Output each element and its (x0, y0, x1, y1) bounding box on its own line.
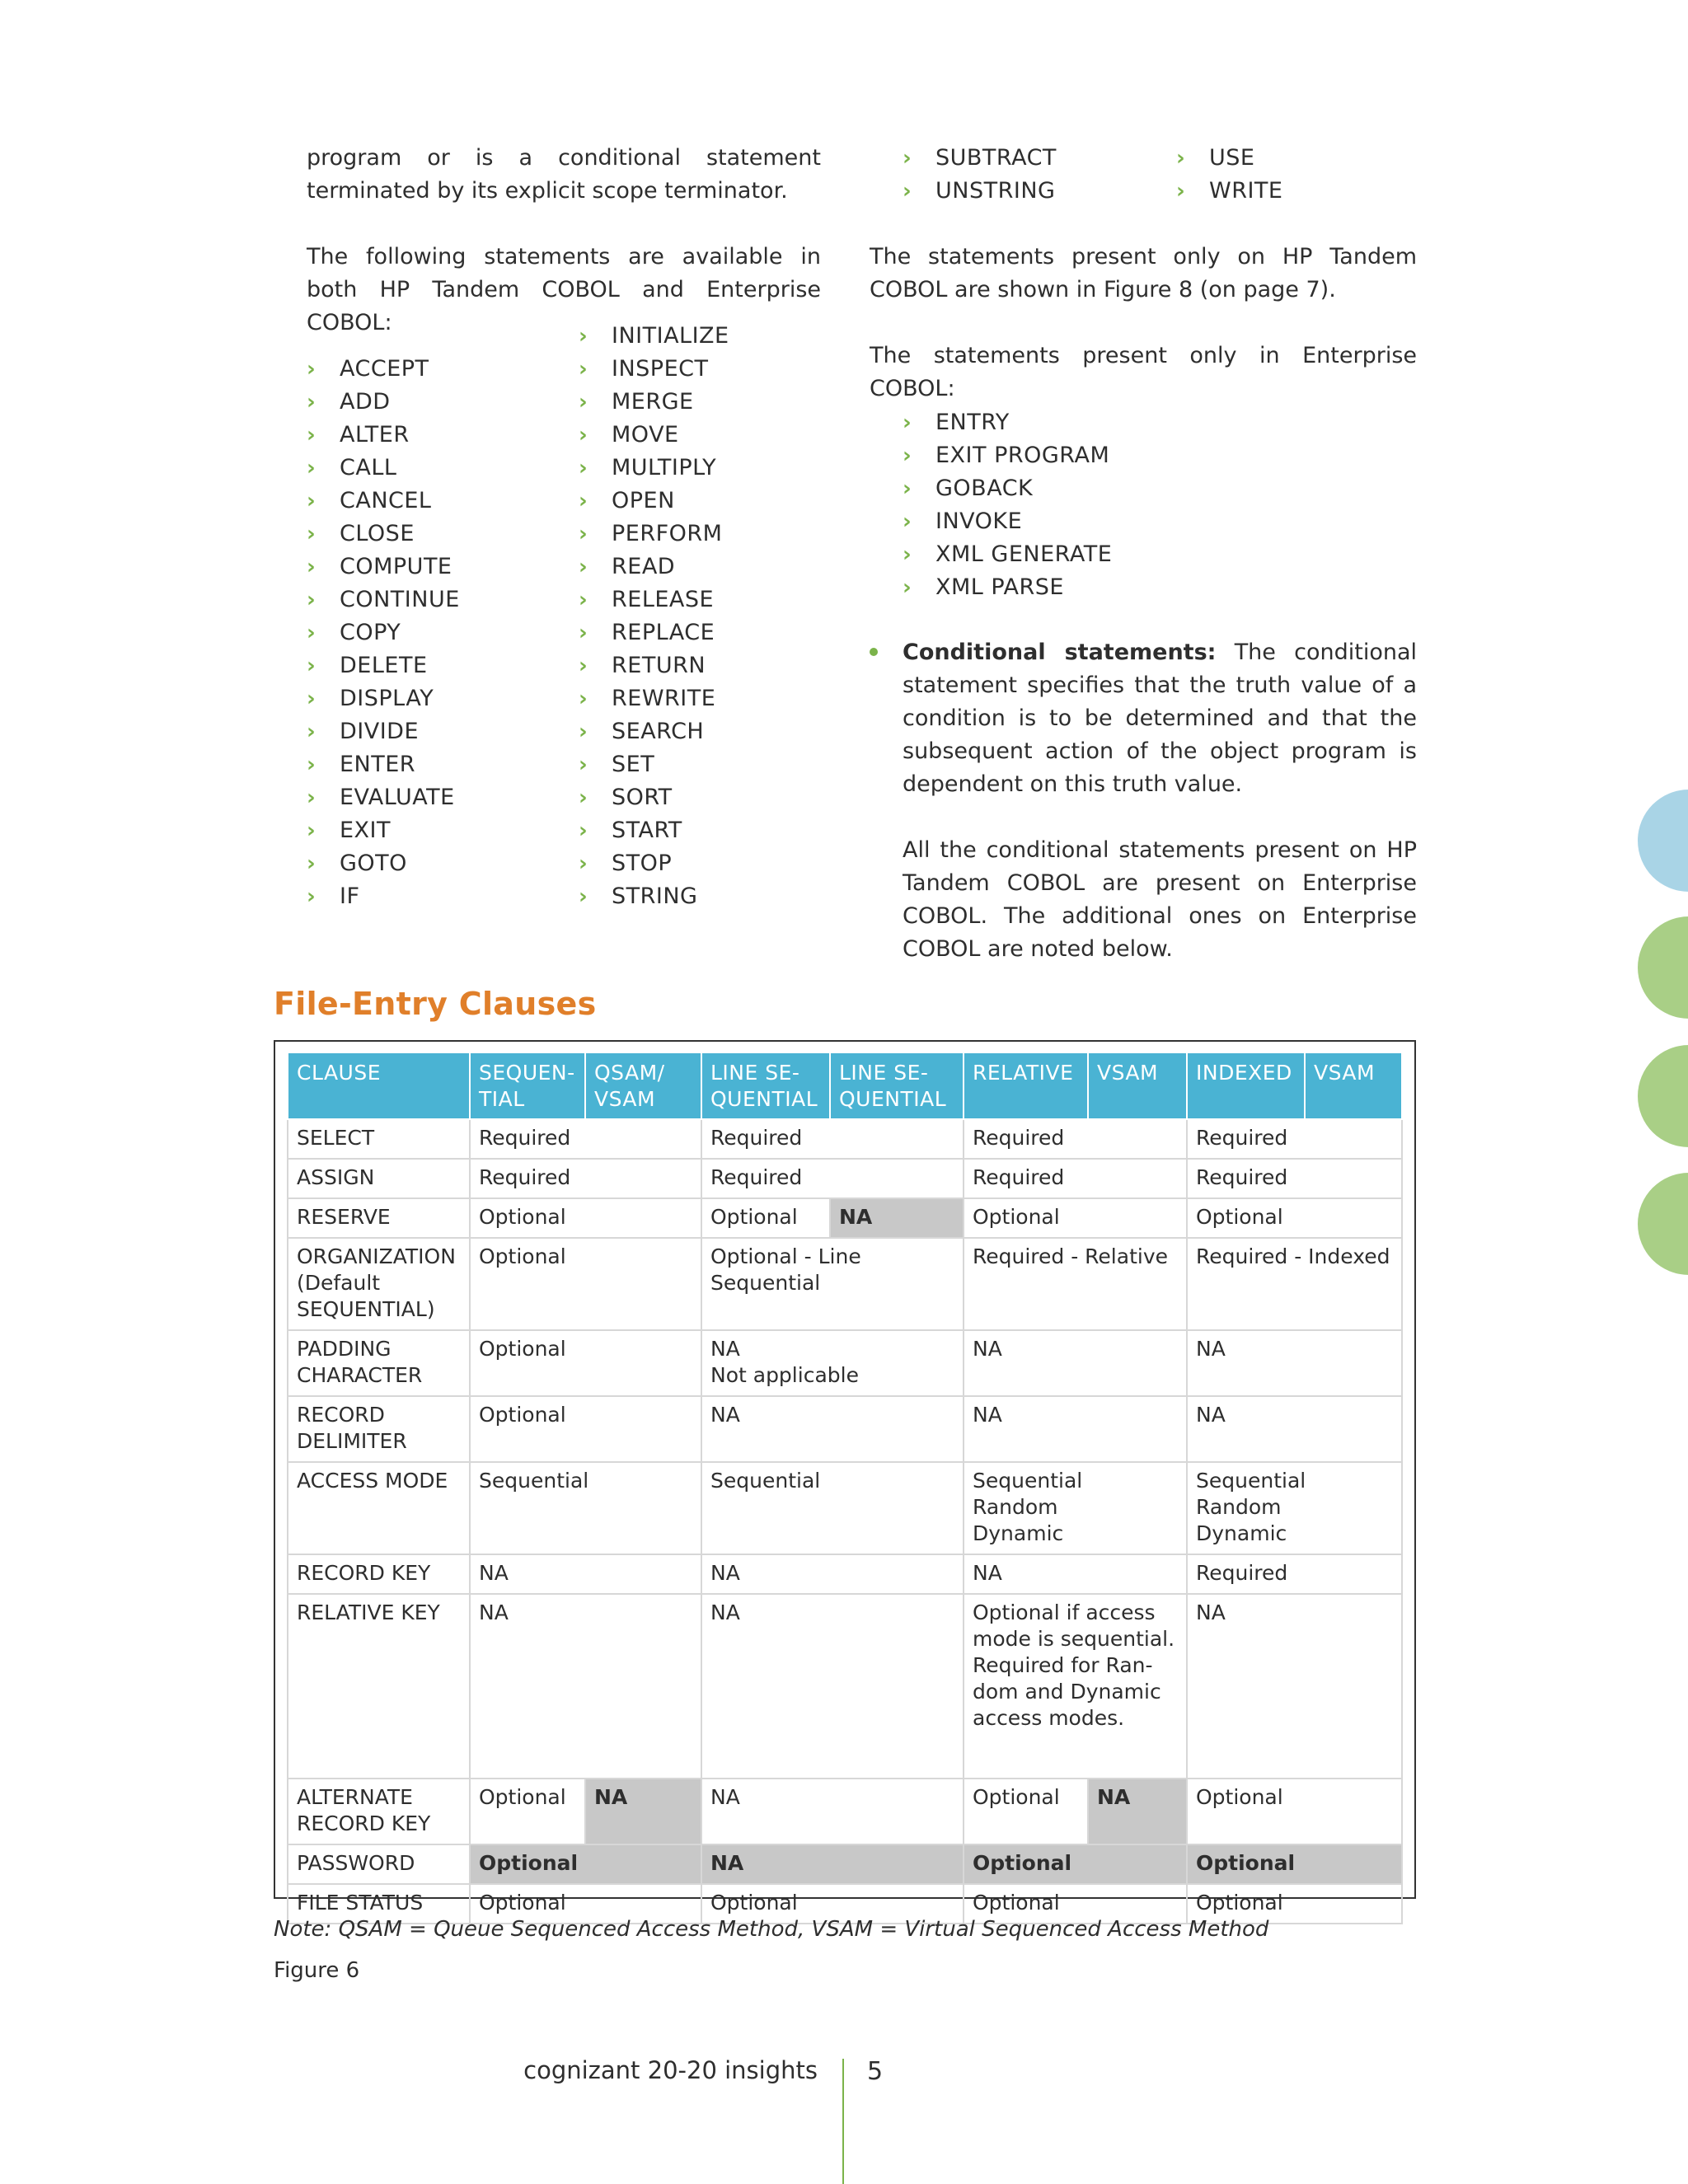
cell-line-sequential: Optional (701, 1884, 964, 1924)
table-row-access-mode (288, 1462, 1402, 1554)
chevron-right-icon: › (579, 357, 588, 382)
cell-clause: RESERVE (288, 1198, 470, 1238)
chevron-right-icon: › (579, 884, 588, 909)
list-item (579, 518, 729, 551)
header-qsam-vsam: QSAM/ VSAM (585, 1053, 701, 1119)
chevron-right-icon: › (579, 324, 588, 349)
list-item-label: ALTER (340, 422, 410, 448)
table-row-padding (288, 1330, 1402, 1396)
chevron-right-icon: › (307, 621, 316, 645)
footer-brand: cognizant 20-20 insights (523, 2056, 818, 2084)
list-item-label: SEARCH (612, 719, 705, 744)
list-item (579, 485, 729, 518)
cell-line-sequential: NA (701, 1844, 964, 1884)
bullet-dot (870, 648, 878, 656)
list-item (903, 571, 1112, 604)
list-item-label: UNSTRING (935, 178, 1056, 204)
cell-clause: RECORD DELIMITER (288, 1396, 470, 1462)
list-item-label: RELEASE (612, 587, 715, 612)
right-para-hp-only: The statements present only on HP Tandem COBOL are shown in Figure 8 (on page 7). (870, 244, 1417, 302)
cell-line-1: Sequential (1196, 1469, 1306, 1493)
chevron-right-icon: › (903, 146, 912, 171)
cell-sequential: Optional (470, 1396, 701, 1462)
table-note: Note: QSAM = Queue Sequenced Access Method, VSAM = Virtual Sequenced Access Method (274, 1917, 1269, 1942)
chevron-right-icon: › (307, 456, 316, 480)
list-item (579, 715, 729, 748)
chevron-right-icon: › (307, 357, 316, 382)
cell-clause: FILE STATUS (288, 1884, 470, 1924)
chevron-right-icon: › (579, 390, 588, 415)
list-item (307, 616, 460, 649)
table-row-password (288, 1844, 1402, 1884)
table-row-relative-key (288, 1594, 1402, 1779)
cell-clause: PASSWORD (288, 1844, 470, 1884)
chevron-right-icon: › (307, 588, 316, 612)
list-item (1176, 142, 1282, 175)
list-item-label: SORT (612, 785, 673, 810)
list-item-label: READ (612, 554, 676, 579)
cell-indexed: Optional (1187, 1198, 1402, 1238)
cell-relative: Optional if access mode is sequential. Required for Ran-dom and Dynamic access modes. (964, 1594, 1187, 1779)
cell-indexed: Optional (1187, 1844, 1402, 1884)
list-item-label: COPY (340, 620, 401, 645)
header-vsam-indexed: VSAM (1305, 1053, 1402, 1119)
cell-line-2: Random (1196, 1495, 1282, 1519)
chevron-right-icon: › (579, 752, 588, 777)
statement-list-a (307, 353, 460, 913)
chevron-right-icon: › (903, 410, 912, 435)
cell-sequential: Optional (470, 1238, 701, 1330)
cell-na: NA (830, 1198, 964, 1238)
header-vsam-relative: VSAM (1088, 1053, 1187, 1119)
bullet-body: The conditional statement specifies that the truth value of a condition is to be determined and that the subsequent action of the object program is dependent on this truth value. (903, 640, 1417, 797)
list-item (579, 551, 729, 583)
list-item (903, 472, 1112, 505)
list-item (307, 386, 460, 419)
cell-relative: Optional (964, 1779, 1088, 1844)
header-line-sequential-2: LINE SE-QUENTIAL (830, 1053, 964, 1119)
list-item (579, 748, 729, 781)
list-item (307, 518, 460, 551)
list-item (579, 814, 729, 847)
chevron-right-icon: › (579, 522, 588, 546)
list-item (579, 583, 729, 616)
list-item (579, 386, 729, 419)
list-item-label: SET (612, 752, 655, 777)
chevron-right-icon: › (579, 555, 588, 579)
chevron-right-icon: › (579, 654, 588, 678)
cell-line-sequential: Required (701, 1159, 964, 1198)
list-item-label: RETURN (612, 653, 706, 678)
list-item-label: EXIT (340, 818, 392, 843)
cell-relative: Required (964, 1159, 1187, 1198)
cell-line-2: Random (973, 1495, 1058, 1519)
table-row-select (288, 1119, 1402, 1159)
chevron-right-icon: › (1176, 179, 1186, 204)
cell-sequential: NA (470, 1594, 701, 1779)
list-item (579, 353, 729, 386)
chevron-right-icon: › (307, 522, 316, 546)
conditional-statements-bullet (870, 636, 1417, 966)
cell-indexed: Optional (1187, 1884, 1402, 1924)
chevron-right-icon: › (307, 489, 316, 513)
file-entry-clauses-table (287, 1053, 1403, 1924)
cell-indexed: NA (1187, 1396, 1402, 1462)
cell-clause: ORGANIZATION (Default SEQUENTIAL) (288, 1238, 470, 1330)
chevron-right-icon: › (579, 456, 588, 480)
chevron-right-icon: › (903, 575, 912, 600)
list-item-label: XML PARSE (935, 574, 1064, 600)
list-item-label: MERGE (612, 389, 694, 415)
table-row-assign (288, 1159, 1402, 1198)
list-item-label: STRING (612, 883, 698, 909)
list-item-label: USE (1209, 145, 1255, 171)
cell-sequential: Optional (470, 1884, 701, 1924)
list-item-label: CANCEL (340, 488, 432, 513)
list-item-label: INVOKE (935, 509, 1023, 534)
list-item (579, 880, 729, 913)
list-item (903, 406, 1112, 439)
list-item-label: MULTIPLY (612, 455, 717, 480)
cell-sequential: Required (470, 1119, 701, 1159)
list-item-label: GOTO (340, 851, 407, 876)
cell-line-1: Sequential (973, 1469, 1083, 1493)
chevron-right-icon: › (307, 719, 316, 744)
list-item (307, 814, 460, 847)
list-item (307, 485, 460, 518)
cell-relative: Optional (964, 1844, 1187, 1884)
cell-line-sequential: Required (701, 1119, 964, 1159)
list-item-label: CLOSE (340, 521, 415, 546)
list-item-label: XML GENERATE (935, 541, 1113, 567)
chevron-right-icon: › (307, 884, 316, 909)
list-item-label: PERFORM (612, 521, 723, 546)
chevron-right-icon: › (903, 179, 912, 204)
list-item-label: SUBTRACT (935, 145, 1057, 171)
chevron-right-icon: › (307, 818, 316, 843)
list-item (307, 847, 460, 880)
table-row-alternate-record-key (288, 1779, 1402, 1844)
cell-indexed: NA (1187, 1594, 1402, 1779)
table-header-row (288, 1053, 1402, 1119)
cell-clause: SELECT (288, 1119, 470, 1159)
cell-line-2: Not applicable (710, 1363, 859, 1387)
list-item-label: REWRITE (612, 686, 716, 711)
list-item-label: REPLACE (612, 620, 715, 645)
cell-line-3: Dynamic (973, 1521, 1064, 1545)
chevron-right-icon: › (307, 390, 316, 415)
list-item (307, 353, 460, 386)
list-item-label: ENTER (340, 752, 416, 777)
cell-line-sequential: NA (701, 1594, 964, 1779)
list-item (307, 880, 460, 913)
header-indexed: INDEXED (1187, 1053, 1305, 1119)
cell-indexed: Optional (1187, 1779, 1402, 1844)
cell-indexed: Required (1187, 1554, 1402, 1594)
cell-line-sequential: Optional (701, 1198, 830, 1238)
cell-clause: RECORD KEY (288, 1554, 470, 1594)
page-number: 5 (867, 2057, 884, 2086)
list-item (307, 682, 460, 715)
header-relative: RELATIVE (964, 1053, 1088, 1119)
list-item-label: WRITE (1209, 178, 1283, 204)
list-item (307, 781, 460, 814)
cell-clause: ACCESS MODE (288, 1462, 470, 1554)
list-item-label: COMPUTE (340, 554, 452, 579)
cell-indexed: Required (1187, 1159, 1402, 1198)
right-para-enterprise-only: The statements present only in Enterprise COBOL: (870, 343, 1417, 401)
cell-indexed (1187, 1462, 1402, 1554)
list-item-label: INSPECT (612, 356, 709, 382)
chevron-right-icon: › (307, 423, 316, 448)
bullet-paragraph (903, 636, 1417, 801)
cell-sequential: Required (470, 1159, 701, 1198)
chevron-right-icon: › (1176, 146, 1186, 171)
list-item-label: IF (340, 883, 360, 909)
bullet-followup: All the conditional statements present on HP Tandem COBOL are present on Enterprise COBOL. The additional ones on Enterprise COBOL are noted below. (903, 837, 1417, 962)
cell-na: NA (585, 1779, 701, 1844)
table-row-reserve (288, 1198, 1402, 1238)
chevron-right-icon: › (579, 588, 588, 612)
cell-clause: PADDING CHARACTER (288, 1330, 470, 1396)
cell-na: NA (1088, 1779, 1187, 1844)
chevron-right-icon: › (579, 489, 588, 513)
list-item (903, 439, 1112, 472)
list-item-label: DISPLAY (340, 686, 434, 711)
left-para-intro: The following statements are available in both HP Tandem COBOL and Enterprise COBOL: (307, 244, 821, 335)
decorative-circle-blue (1638, 790, 1688, 892)
right-column (870, 241, 1417, 405)
list-item (579, 452, 729, 485)
cell-indexed: NA (1187, 1330, 1402, 1396)
list-item (307, 583, 460, 616)
list-item-label: EVALUATE (340, 785, 455, 810)
cell-line-1: NA (710, 1337, 740, 1361)
chevron-right-icon: › (579, 851, 588, 876)
chevron-right-icon: › (579, 687, 588, 711)
bullet-title: Conditional statements: (903, 640, 1217, 665)
list-item (307, 649, 460, 682)
cell-line-sequential: Optional - Line Sequential (701, 1238, 964, 1330)
chevron-right-icon: › (903, 542, 912, 567)
list-item (307, 551, 460, 583)
list-item-label: CALL (340, 455, 397, 480)
list-item-label: INITIALIZE (612, 323, 729, 349)
cell-sequential: Optional (470, 1198, 701, 1238)
list-item (307, 452, 460, 485)
header-line-sequential-1: LINE SE-QUENTIAL (701, 1053, 830, 1119)
list-item (1176, 175, 1282, 208)
left-column (307, 142, 821, 340)
chevron-right-icon: › (307, 555, 316, 579)
figure-label: Figure 6 (274, 1958, 360, 1983)
chevron-right-icon: › (307, 851, 316, 876)
cell-relative: Optional (964, 1884, 1187, 1924)
list-item (903, 175, 1057, 208)
table-row-organization (288, 1238, 1402, 1330)
list-item (579, 649, 729, 682)
chevron-right-icon: › (579, 785, 588, 810)
section-title: File-Entry Clauses (274, 986, 597, 1022)
statement-list-c (903, 142, 1057, 208)
cell-clause: ALTERNATE RECORD KEY (288, 1779, 470, 1844)
cell-relative: Required - Relative (964, 1238, 1187, 1330)
decorative-circle-green-3 (1638, 1173, 1688, 1275)
chevron-right-icon: › (579, 621, 588, 645)
list-item-label: DIVIDE (340, 719, 420, 744)
list-item-label: STOP (612, 851, 673, 876)
header-sequential: SEQUEN-TIAL (470, 1053, 585, 1119)
list-item-label: ADD (340, 389, 391, 415)
cell-indexed: Required - Indexed (1187, 1238, 1402, 1330)
list-item-label: CONTINUE (340, 587, 460, 612)
list-item (579, 847, 729, 880)
cell-sequential: Optional (470, 1844, 701, 1884)
table-row-record-key (288, 1554, 1402, 1594)
chevron-right-icon: › (579, 423, 588, 448)
list-item-label: EXIT PROGRAM (935, 443, 1110, 468)
chevron-right-icon: › (903, 443, 912, 468)
cell-line-3: Dynamic (1196, 1521, 1287, 1545)
footer-divider (842, 2059, 844, 2184)
cell-clause: RELATIVE KEY (288, 1594, 470, 1779)
chevron-right-icon: › (307, 654, 316, 678)
list-item (579, 781, 729, 814)
cell-line-sequential: NA (701, 1554, 964, 1594)
cell-sequential: Sequential (470, 1462, 701, 1554)
chevron-right-icon: › (903, 476, 912, 501)
chevron-right-icon: › (307, 752, 316, 777)
list-item-label: GOBACK (935, 476, 1034, 501)
statement-list-enterprise (903, 406, 1112, 604)
list-item-label: ACCEPT (340, 356, 429, 382)
list-item-label: OPEN (612, 488, 675, 513)
list-item (903, 142, 1057, 175)
list-item (903, 505, 1112, 538)
cell-relative: NA (964, 1396, 1187, 1462)
cell-line-sequential (701, 1330, 964, 1396)
chevron-right-icon: › (307, 687, 316, 711)
list-item-label: MOVE (612, 422, 679, 448)
cell-relative (964, 1462, 1187, 1554)
table-row-record-delimiter (288, 1396, 1402, 1462)
list-item-label: START (612, 818, 682, 843)
cell-sequential: Optional (470, 1330, 701, 1396)
list-item (579, 682, 729, 715)
chevron-right-icon: › (579, 818, 588, 843)
chevron-right-icon: › (903, 509, 912, 534)
cell-clause: ASSIGN (288, 1159, 470, 1198)
list-item (307, 715, 460, 748)
decorative-circle-green-1 (1638, 916, 1688, 1019)
cell-line-sequential: NA (701, 1396, 964, 1462)
left-para-continuation: program or is a conditional statement terminated by its explicit scope terminator. (307, 145, 821, 204)
chevron-right-icon: › (579, 719, 588, 744)
cell-sequential: Optional (470, 1779, 585, 1844)
chevron-right-icon: › (307, 785, 316, 810)
cell-relative: NA (964, 1330, 1187, 1396)
list-item (579, 320, 729, 353)
list-item (307, 748, 460, 781)
statement-list-d (1176, 142, 1282, 208)
list-item (579, 616, 729, 649)
cell-relative: Optional (964, 1198, 1187, 1238)
statement-list-b (579, 320, 729, 913)
list-item (903, 538, 1112, 571)
decorative-circle-green-2 (1638, 1045, 1688, 1147)
list-item-label: ENTRY (935, 410, 1010, 435)
list-item (579, 419, 729, 452)
cell-relative: NA (964, 1554, 1187, 1594)
header-clause: CLAUSE (288, 1053, 470, 1119)
cell-line-sequential: NA (701, 1779, 964, 1844)
cell-line-sequential: Sequential (701, 1462, 964, 1554)
cell-relative: Required (964, 1119, 1187, 1159)
cell-indexed: Required (1187, 1119, 1402, 1159)
list-item-label: DELETE (340, 653, 428, 678)
cell-sequential: NA (470, 1554, 701, 1594)
list-item (307, 419, 460, 452)
